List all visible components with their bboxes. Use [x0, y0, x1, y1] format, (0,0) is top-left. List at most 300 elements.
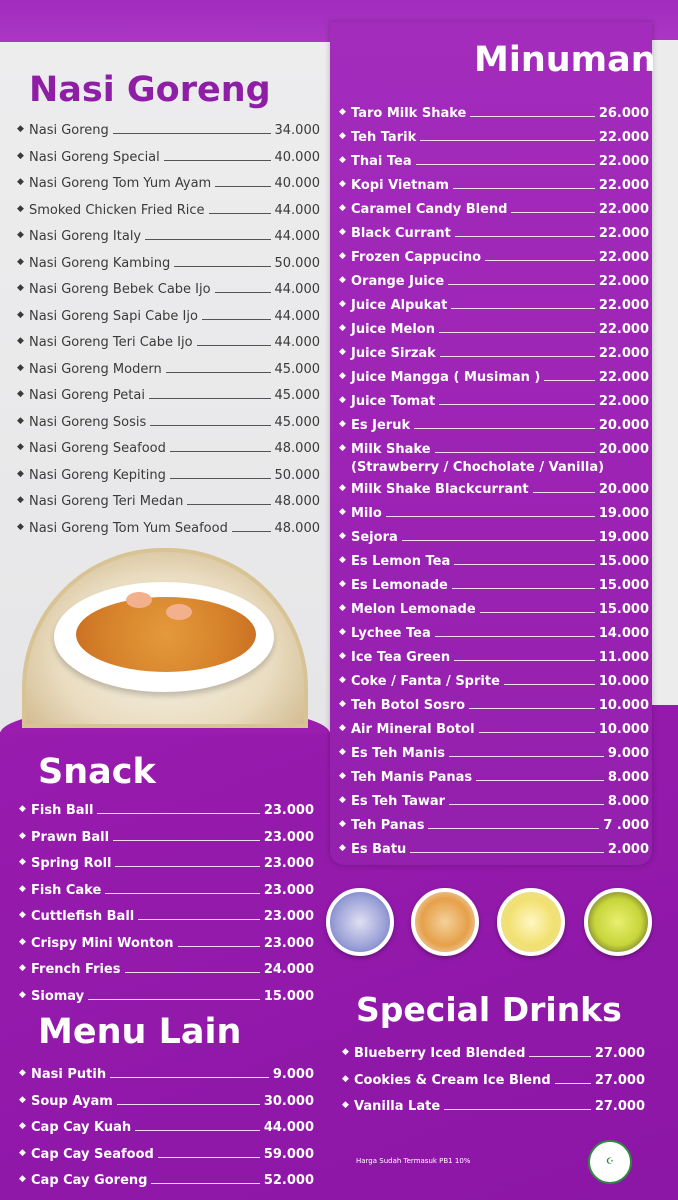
menu-item — [19, 1144, 314, 1162]
menu-item — [19, 933, 314, 951]
leader-line — [164, 160, 271, 161]
diamond-bullet-icon: ◆ — [339, 251, 346, 261]
leader-line — [428, 828, 599, 829]
leader-line — [88, 999, 260, 1000]
menu-item-name: Melon Lemonade — [351, 602, 476, 617]
menu-item-name: Nasi Goreng Special — [29, 149, 160, 165]
diamond-bullet-icon: ◆ — [342, 1073, 349, 1084]
diamond-bullet-icon: ◆ — [339, 699, 346, 709]
menu-item — [19, 906, 314, 924]
menu-item-name: Soup Ayam — [31, 1093, 113, 1109]
leader-line — [149, 398, 271, 399]
diamond-bullet-icon: ◆ — [17, 230, 24, 240]
menu-item — [339, 175, 649, 193]
leader-line — [113, 840, 260, 841]
menu-item — [339, 223, 649, 241]
menu-item — [339, 791, 649, 809]
diamond-bullet-icon: ◆ — [17, 521, 24, 532]
menu-item — [339, 503, 649, 521]
menu-item-name: Nasi Goreng Petai — [29, 388, 145, 403]
menu-item-name: Cap Cay Kuah — [31, 1120, 132, 1135]
menu-item-price: 45.000 — [274, 388, 320, 403]
menu-item — [19, 800, 314, 818]
menu-item-name: Nasi Goreng Teri Cabe Ijo — [29, 335, 193, 350]
menu-item — [339, 199, 649, 217]
menu-item — [339, 719, 649, 737]
nasi-goreng-title: Nasi Goreng — [29, 70, 271, 110]
leader-line — [454, 564, 595, 565]
menu-item-price: 22.000 — [598, 130, 649, 145]
menu-item-price: 40.000 — [274, 176, 320, 191]
leader-line — [97, 813, 259, 814]
menu-item — [342, 1070, 645, 1088]
menu-item-name: Cuttlefish Ball — [31, 909, 135, 924]
diamond-bullet-icon: ◆ — [339, 843, 346, 853]
leader-line — [454, 660, 595, 661]
menu-item-name: Teh Botol Sosro — [351, 698, 466, 713]
menu-item — [19, 1117, 314, 1135]
leader-line — [414, 428, 595, 429]
menu-item-name: Teh Manis Panas — [351, 770, 473, 785]
menu-item-name: Fish Ball — [31, 803, 94, 818]
leader-line — [511, 212, 594, 213]
menu-item-name: Juice Mangga ( Musiman ) — [351, 370, 541, 385]
leader-line — [215, 186, 270, 187]
diamond-bullet-icon: ◆ — [339, 371, 346, 381]
leader-line — [125, 972, 260, 973]
diamond-bullet-icon: ◆ — [339, 531, 346, 541]
diamond-bullet-icon: ◆ — [339, 579, 346, 589]
diamond-bullet-icon: ◆ — [339, 155, 346, 165]
diamond-bullet-icon: ◆ — [17, 336, 24, 346]
menu-item-price: 44.000 — [274, 229, 320, 244]
diamond-bullet-icon: ◆ — [339, 347, 346, 357]
diamond-bullet-icon: ◆ — [339, 275, 346, 285]
menu-item-name: Cookies & Cream Ice Blend — [354, 1072, 551, 1088]
menu-item-price: 48.000 — [274, 494, 320, 509]
menu-item-price: 34.000 — [274, 123, 320, 138]
diamond-bullet-icon: ◆ — [17, 256, 24, 267]
menu-lain-title: Menu Lain — [38, 1012, 242, 1052]
diamond-bullet-icon: ◆ — [17, 124, 24, 134]
menu-item-price: 20.000 — [598, 442, 649, 457]
menu-item-price: 52.000 — [263, 1173, 314, 1188]
menu-item-name: Nasi Goreng Tom Yum Seafood — [29, 520, 228, 536]
diamond-bullet-icon: ◆ — [19, 857, 26, 867]
menu-item — [339, 295, 649, 313]
menu-item-name: Nasi Putih — [31, 1067, 107, 1082]
menu-item-price: 26.000 — [598, 106, 649, 121]
diamond-bullet-icon: ◆ — [342, 1047, 349, 1057]
menu-item-price: 22.000 — [598, 202, 649, 217]
menu-item-price: 22.000 — [598, 394, 649, 409]
menu-item-price: 23.000 — [263, 856, 314, 871]
leader-line — [197, 345, 271, 346]
menu-item-price: 23.000 — [263, 909, 314, 924]
menu-item-price: 45.000 — [274, 361, 320, 377]
diamond-bullet-icon: ◆ — [339, 627, 346, 637]
menu-item-price: 23.000 — [263, 882, 314, 898]
diamond-bullet-icon: ◆ — [17, 468, 24, 479]
menu-item-name: Juice Sirzak — [351, 346, 436, 361]
menu-item-price: 2.000 — [607, 842, 649, 857]
diamond-bullet-icon: ◆ — [339, 179, 346, 189]
menu-item — [339, 343, 649, 361]
menu-item — [339, 127, 649, 145]
menu-item-name: Nasi Goreng Bebek Cabe Ijo — [29, 282, 211, 297]
menu-item-name: Kopi Vietnam — [351, 178, 449, 193]
leader-line — [529, 1056, 590, 1057]
diamond-bullet-icon: ◆ — [339, 203, 346, 213]
diamond-bullet-icon: ◆ — [19, 1121, 26, 1131]
special-drinks-title: Special Drinks — [356, 990, 622, 1029]
menu-item-name: Prawn Ball — [31, 829, 110, 845]
diamond-bullet-icon: ◆ — [17, 389, 24, 399]
menu-item-price: 20.000 — [598, 418, 649, 433]
diamond-bullet-icon: ◆ — [339, 443, 346, 453]
diamond-bullet-icon: ◆ — [19, 910, 26, 920]
leader-line — [145, 239, 270, 240]
leader-line — [105, 893, 260, 894]
diamond-bullet-icon: ◆ — [339, 323, 346, 333]
menu-item-price: 15.000 — [263, 988, 314, 1004]
menu-item-price: 50.000 — [274, 255, 320, 271]
leader-line — [215, 292, 271, 293]
leader-line — [435, 452, 595, 453]
menu-item-name: Caramel Candy Blend — [351, 202, 508, 217]
leader-line — [170, 451, 271, 452]
leader-line — [444, 1109, 591, 1110]
menu-item — [339, 815, 649, 833]
menu-item-price: 44.000 — [263, 1120, 314, 1135]
menu-item — [339, 767, 649, 785]
menu-item-price: 23.000 — [263, 803, 314, 818]
leader-line — [448, 284, 595, 285]
leader-line — [113, 133, 271, 134]
blueberry-drink-photo — [326, 888, 394, 956]
leader-line — [555, 1083, 591, 1084]
menu-item-price: 50.000 — [274, 467, 320, 483]
leader-line — [485, 260, 595, 261]
menu-item — [339, 103, 649, 121]
menu-item — [19, 1064, 314, 1082]
menu-item — [339, 599, 649, 617]
menu-item-name: Nasi Goreng Kambing — [29, 255, 171, 271]
diamond-bullet-icon: ◆ — [17, 309, 24, 320]
menu-item — [17, 359, 320, 377]
menu-item — [339, 551, 649, 569]
menu-item-name: Es Teh Tawar — [351, 794, 446, 809]
diamond-bullet-icon: ◆ — [339, 299, 346, 309]
leader-line — [386, 516, 595, 517]
leader-line — [158, 1157, 260, 1158]
diamond-bullet-icon: ◆ — [339, 651, 346, 661]
menu-item-name: Nasi Goreng Italy — [29, 229, 142, 244]
menu-item — [19, 1091, 314, 1109]
menu-item — [339, 647, 649, 665]
leader-line — [451, 308, 595, 309]
diamond-bullet-icon: ◆ — [19, 1068, 26, 1078]
menu-item-price: 22.000 — [598, 370, 649, 385]
menu-item-name: Es Lemon Tea — [351, 554, 451, 569]
menu-item-name: Lychee Tea — [351, 626, 431, 641]
diamond-bullet-icon: ◆ — [19, 1094, 26, 1105]
menu-item — [339, 415, 649, 433]
menu-item-price: 22.000 — [598, 346, 649, 361]
green-drink-photo — [584, 888, 652, 956]
menu-item-name: Es Jeruk — [351, 418, 411, 433]
menu-item-price: 27.000 — [594, 1099, 645, 1114]
menu-item — [342, 1043, 645, 1061]
menu-item-price: 15.000 — [598, 554, 649, 569]
menu-item — [339, 247, 649, 265]
diamond-bullet-icon: ◆ — [339, 107, 346, 117]
menu-item-name: Black Currant — [351, 226, 451, 241]
menu-item-name: Taro Milk Shake — [351, 106, 467, 121]
leader-line — [480, 612, 595, 613]
menu-item — [17, 279, 320, 297]
menu-item — [339, 271, 649, 289]
menu-item — [17, 412, 320, 430]
menu-item-name: Juice Tomat — [351, 394, 436, 409]
menu-item-name: Crispy Mini Wonton — [31, 935, 174, 951]
menu-item — [17, 173, 320, 191]
leader-line — [135, 1130, 260, 1131]
diamond-bullet-icon: ◆ — [17, 203, 24, 214]
diamond-bullet-icon: ◆ — [19, 989, 26, 1000]
menu-item — [17, 306, 320, 324]
leader-line — [453, 188, 595, 189]
menu-item — [339, 743, 649, 761]
menu-item-price: 10.000 — [598, 674, 649, 689]
menu-item-price: 27.000 — [594, 1072, 645, 1088]
diamond-bullet-icon: ◆ — [339, 795, 346, 805]
menu-item-name: Nasi Goreng Seafood — [29, 441, 166, 456]
menu-item-price: 15.000 — [598, 578, 649, 593]
leader-line — [151, 1183, 259, 1184]
menu-item-price: 15.000 — [598, 602, 649, 617]
diamond-bullet-icon: ◆ — [17, 177, 24, 187]
menu-item — [19, 986, 314, 1004]
leader-line — [504, 684, 595, 685]
menu-item — [342, 1096, 645, 1114]
menu-item-price: 22.000 — [598, 274, 649, 289]
leader-line — [420, 140, 595, 141]
diamond-bullet-icon: ◆ — [17, 150, 24, 161]
leader-line — [470, 116, 594, 117]
menu-item-price: 19.000 — [598, 530, 649, 545]
diamond-bullet-icon: ◆ — [339, 227, 346, 237]
leader-line — [110, 1077, 269, 1078]
menu-item-price: 22.000 — [598, 322, 649, 337]
menu-item-price: 22.000 — [598, 178, 649, 193]
menu-item-price: 23.000 — [263, 829, 314, 845]
diamond-bullet-icon: ◆ — [19, 804, 26, 814]
diamond-bullet-icon: ◆ — [17, 283, 24, 293]
diamond-bullet-icon: ◆ — [17, 362, 24, 373]
menu-item — [17, 491, 320, 509]
leader-line — [469, 708, 595, 709]
menu-item-name: Spring Roll — [31, 856, 112, 871]
menu-item-price: 44.000 — [274, 308, 320, 324]
leader-line — [449, 756, 604, 757]
menu-item-price: 22.000 — [598, 154, 649, 169]
leader-line — [416, 164, 595, 165]
diamond-bullet-icon: ◆ — [339, 723, 346, 733]
snack-photo — [411, 888, 479, 956]
menu-item-name: Orange Juice — [351, 274, 445, 289]
leader-line — [440, 356, 595, 357]
leader-line — [476, 780, 604, 781]
menu-item-price: 22.000 — [598, 226, 649, 241]
leader-line — [202, 319, 271, 320]
leader-line — [544, 380, 594, 381]
leader-line — [174, 266, 270, 267]
menu-item-name: Air Mineral Botol — [351, 722, 475, 737]
leader-line — [138, 919, 260, 920]
leader-line — [150, 425, 270, 426]
menu-item-name: Nasi Goreng Teri Medan — [29, 494, 184, 509]
leader-line — [170, 478, 271, 479]
menu-item — [17, 253, 320, 271]
menu-item-name: Blueberry Iced Blended — [354, 1046, 526, 1061]
leader-line — [115, 866, 259, 867]
menu-item-price: 48.000 — [274, 520, 320, 536]
leader-line — [117, 1104, 260, 1105]
shrimp-shape — [126, 592, 152, 608]
leader-line — [435, 636, 595, 637]
menu-item-price: 44.000 — [274, 335, 320, 350]
menu-item-price: 10.000 — [598, 722, 649, 737]
diamond-bullet-icon: ◆ — [19, 1174, 26, 1184]
menu-item-name: Thai Tea — [351, 154, 412, 169]
menu-item-price: 11.000 — [598, 650, 649, 665]
menu-item — [17, 518, 320, 536]
diamond-bullet-icon: ◆ — [19, 1147, 26, 1158]
menu-item — [339, 391, 649, 409]
menu-item-name: Vanilla Late — [354, 1099, 441, 1114]
menu-item-name: Nasi Goreng Sosis — [29, 414, 147, 430]
menu-item-name: Nasi Goreng Sapi Cabe Ijo — [29, 308, 198, 324]
menu-item — [339, 671, 649, 689]
menu-item — [17, 200, 320, 218]
menu-item — [19, 853, 314, 871]
menu-item-name: Es Lemonade — [351, 578, 448, 593]
menu-item-name: Teh Panas — [351, 818, 425, 833]
menu-item-price: 44.000 — [274, 282, 320, 297]
leader-line — [410, 852, 604, 853]
diamond-bullet-icon: ◆ — [339, 555, 346, 565]
menu-item-price: 8.000 — [607, 770, 649, 785]
menu-item — [339, 575, 649, 593]
diamond-bullet-icon: ◆ — [19, 883, 26, 894]
diamond-bullet-icon: ◆ — [19, 936, 26, 947]
menu-item-price: 59.000 — [263, 1146, 314, 1162]
menu-item-price: 24.000 — [263, 962, 314, 977]
menu-item-price: 14.000 — [598, 626, 649, 641]
menu-item-name: Milk Shake — [351, 442, 431, 457]
menu-item-name: Juice Melon — [351, 322, 435, 337]
menu-item — [17, 465, 320, 483]
menu-item-price: 48.000 — [274, 441, 320, 456]
leader-line — [439, 404, 595, 405]
menu-item-price: 10.000 — [598, 698, 649, 713]
menu-item — [17, 438, 320, 456]
leader-line — [209, 213, 271, 214]
menu-item-name: Nasi Goreng Tom Yum Ayam — [29, 176, 212, 191]
menu-item — [339, 439, 649, 457]
diamond-bullet-icon: ◆ — [19, 830, 26, 841]
menu-item-name: Frozen Cappucino — [351, 250, 482, 265]
menu-item-name: Nasi Goreng Modern — [29, 361, 162, 377]
lemonade-photo — [497, 888, 565, 956]
menu-item-name: Nasi Goreng — [29, 123, 109, 138]
menu-item — [17, 120, 320, 138]
menu-item-name: Nasi Goreng Kepiting — [29, 467, 166, 483]
menu-item-name: Sejora — [351, 530, 398, 545]
menu-item — [17, 226, 320, 244]
menu-item-name: Milk Shake Blackcurrant — [351, 482, 529, 497]
diamond-bullet-icon: ◆ — [17, 415, 24, 426]
menu-item — [19, 827, 314, 845]
diamond-bullet-icon: ◆ — [339, 395, 346, 405]
snack-title: Snack — [38, 752, 156, 792]
menu-item-price: 27.000 — [594, 1046, 645, 1061]
menu-item-price: 7 .000 — [603, 818, 649, 833]
leader-line — [178, 946, 260, 947]
menu-item-name: Cap Cay Goreng — [31, 1173, 148, 1188]
shrimp-shape — [166, 604, 192, 620]
menu-item — [19, 959, 314, 977]
menu-item-name: French Fries — [31, 962, 121, 977]
menu-item-price: 45.000 — [274, 414, 320, 430]
menu-item-name: Cap Cay Seafood — [31, 1146, 154, 1162]
menu-item-price: 30.000 — [263, 1093, 314, 1109]
menu-item-price: 8.000 — [607, 794, 649, 809]
leader-line — [455, 236, 595, 237]
menu-item — [339, 479, 649, 497]
menu-item-name: Es Teh Manis — [351, 746, 446, 761]
menu-item-price: 19.000 — [598, 506, 649, 521]
menu-item-name: Juice Alpukat — [351, 298, 448, 313]
menu-item-price: 22.000 — [598, 250, 649, 265]
menu-item-note: (Strawberry / Chocholate / Vanilla) — [351, 460, 605, 475]
menu-item-name: Milo — [351, 506, 382, 521]
diamond-bullet-icon: ◆ — [19, 963, 26, 973]
menu-item — [339, 839, 649, 857]
menu-item-price: 9.000 — [607, 746, 649, 761]
diamond-bullet-icon: ◆ — [339, 419, 346, 429]
diamond-bullet-icon: ◆ — [339, 131, 346, 141]
diamond-bullet-icon: ◆ — [339, 483, 346, 493]
menu-item-name: Ice Tea Green — [351, 650, 451, 665]
leader-line — [166, 372, 271, 373]
menu-item-price: 44.000 — [274, 202, 320, 218]
leader-line — [439, 332, 595, 333]
tax-note: Harga Sudah Termasuk PB1 10% — [356, 1157, 471, 1165]
leader-line — [232, 531, 271, 532]
diamond-bullet-icon: ◆ — [17, 495, 24, 505]
menu-item-price: 23.000 — [263, 935, 314, 951]
diamond-bullet-icon: ◆ — [339, 771, 346, 781]
menu-item-name: Siomay — [31, 988, 85, 1004]
menu-item — [17, 385, 320, 403]
diamond-bullet-icon: ◆ — [339, 603, 346, 613]
leader-line — [449, 804, 604, 805]
leader-line — [187, 504, 270, 505]
menu-item — [339, 695, 649, 713]
menu-item — [339, 367, 649, 385]
